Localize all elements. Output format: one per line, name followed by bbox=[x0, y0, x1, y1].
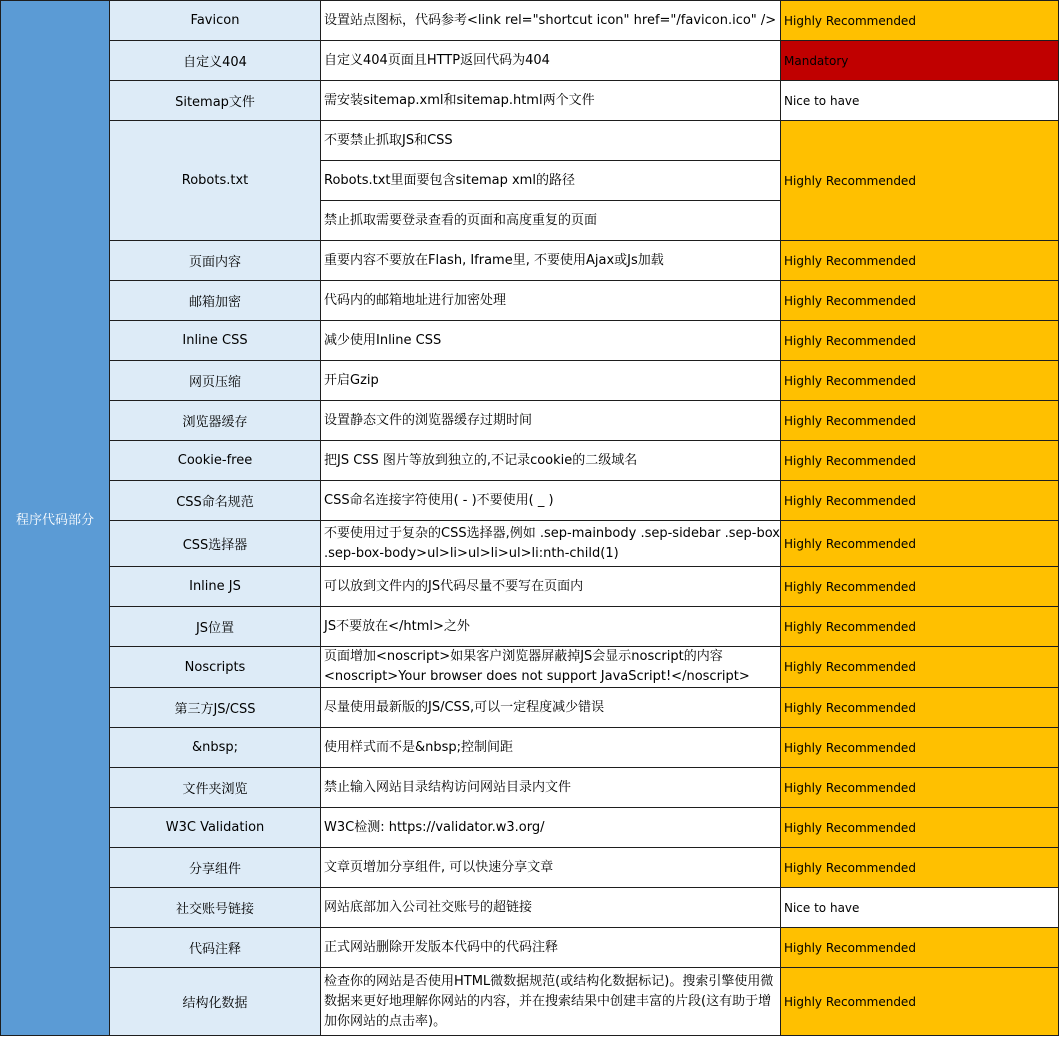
item-name: 页面内容 bbox=[110, 241, 321, 281]
item-desc: JS不要放在</html>之外 bbox=[321, 607, 781, 647]
priority-cell: Highly Recommended bbox=[781, 647, 1059, 688]
item-desc-line: Robots.txt里面要包含sitemap xml的路径 bbox=[321, 161, 781, 201]
item-desc: W3C检测: https://validator.w3.org/ bbox=[321, 808, 781, 848]
item-name: 网页压缩 bbox=[110, 361, 321, 401]
priority-cell: Highly Recommended bbox=[781, 928, 1059, 968]
item-desc: 需安装sitemap.xml和sitemap.html两个文件 bbox=[321, 81, 781, 121]
category-cell: 程序代码部分 bbox=[1, 1, 110, 1036]
priority-cell: Highly Recommended bbox=[781, 808, 1059, 848]
item-desc: 重要内容不要放在Flash, Iframe里, 不要使用Ajax或Js加载 bbox=[321, 241, 781, 281]
priority-cell: Highly Recommended bbox=[781, 361, 1059, 401]
table-row bbox=[1, 241, 1059, 281]
item-name: 文件夹浏览 bbox=[110, 768, 321, 808]
table-row bbox=[1, 281, 1059, 321]
table-row bbox=[1, 521, 1059, 567]
item-desc-line: 不要禁止抓取JS和CSS bbox=[321, 121, 781, 161]
item-desc: 自定义404页面且HTTP返回代码为404 bbox=[321, 41, 781, 81]
item-desc: 减少使用Inline CSS bbox=[321, 321, 781, 361]
table-row bbox=[1, 928, 1059, 968]
item-name: Inline CSS bbox=[110, 321, 321, 361]
item-name: Favicon bbox=[110, 1, 321, 41]
item-name: Inline JS bbox=[110, 567, 321, 607]
item-name: 分享组件 bbox=[110, 848, 321, 888]
priority-cell: Highly Recommended bbox=[781, 321, 1059, 361]
table-row bbox=[1, 808, 1059, 848]
item-desc: 尽量使用最新版的JS/CSS,可以一定程度减少错误 bbox=[321, 688, 781, 728]
priority-cell: Highly Recommended bbox=[781, 688, 1059, 728]
table-row bbox=[1, 321, 1059, 361]
priority-cell: Highly Recommended bbox=[781, 281, 1059, 321]
table-row bbox=[1, 81, 1059, 121]
priority-cell: Highly Recommended bbox=[781, 441, 1059, 481]
item-desc: 文章页增加分享组件, 可以快速分享文章 bbox=[321, 848, 781, 888]
item-name: Cookie-free bbox=[110, 441, 321, 481]
item-name: W3C Validation bbox=[110, 808, 321, 848]
table-row bbox=[1, 361, 1059, 401]
priority-cell: Highly Recommended bbox=[781, 481, 1059, 521]
table-row bbox=[1, 121, 1059, 161]
priority-cell: Highly Recommended bbox=[781, 567, 1059, 607]
item-desc: 禁止输入网站目录结构访问网站目录内文件 bbox=[321, 768, 781, 808]
table-row bbox=[1, 848, 1059, 888]
item-name: CSS选择器 bbox=[110, 521, 321, 567]
table-row bbox=[1, 481, 1059, 521]
item-desc-line: 禁止抓取需要登录查看的页面和高度重复的页面 bbox=[321, 201, 781, 241]
item-desc: 开启Gzip bbox=[321, 361, 781, 401]
priority-cell: Highly Recommended bbox=[781, 121, 1059, 241]
priority-cell: Highly Recommended bbox=[781, 848, 1059, 888]
priority-cell: Mandatory bbox=[781, 41, 1059, 81]
table-row bbox=[1, 401, 1059, 441]
table-row bbox=[1, 888, 1059, 928]
table-row bbox=[1, 728, 1059, 768]
item-desc: 正式网站删除开发版本代码中的代码注释 bbox=[321, 928, 781, 968]
item-desc: 使用样式而不是&nbsp;控制间距 bbox=[321, 728, 781, 768]
priority-cell: Highly Recommended bbox=[781, 968, 1059, 1036]
table-row bbox=[1, 607, 1059, 647]
item-desc: 可以放到文件内的JS代码尽量不要写在页面内 bbox=[321, 567, 781, 607]
item-desc: 检查你的网站是否使用HTML微数据规范(或结构化数据标记)。搜索引擎使用微数据来更好地理解你网站的内容，并在搜索结果中创建丰富的片段(这有助于增加你网站的点击率)。 bbox=[321, 968, 781, 1036]
item-desc: 设置静态文件的浏览器缓存过期时间 bbox=[321, 401, 781, 441]
item-name: Robots.txt bbox=[110, 121, 321, 241]
item-desc: 页面增加<noscript>如果客户浏览器屏蔽掉JS会显示noscript的内容 <noscript>Your browser does not support JavaScript!</noscript> bbox=[321, 647, 781, 688]
table-row bbox=[1, 567, 1059, 607]
item-name: 自定义404 bbox=[110, 41, 321, 81]
item-desc: 设置站点图标，代码参考<link rel="shortcut icon" href="/favicon.ico" /> bbox=[321, 1, 781, 41]
item-desc: 代码内的邮箱地址进行加密处理 bbox=[321, 281, 781, 321]
item-name: 浏览器缓存 bbox=[110, 401, 321, 441]
priority-cell: Nice to have bbox=[781, 81, 1059, 121]
checklist-body bbox=[1, 1, 1059, 1036]
item-name: CSS命名规范 bbox=[110, 481, 321, 521]
priority-cell: Highly Recommended bbox=[781, 768, 1059, 808]
table-row bbox=[1, 1, 1059, 41]
table-row bbox=[1, 688, 1059, 728]
item-desc: CSS命名连接字符使用( - )不要使用( _ ) bbox=[321, 481, 781, 521]
item-name: Sitemap文件 bbox=[110, 81, 321, 121]
table-row bbox=[1, 768, 1059, 808]
item-name: Noscripts bbox=[110, 647, 321, 688]
item-desc: 把JS CSS 图片等放到独立的,不记录cookie的二级域名 bbox=[321, 441, 781, 481]
item-name: 邮箱加密 bbox=[110, 281, 321, 321]
item-desc: 网站底部加入公司社交账号的超链接 bbox=[321, 888, 781, 928]
item-name: JS位置 bbox=[110, 607, 321, 647]
table-row bbox=[1, 647, 1059, 688]
item-name: 社交账号链接 bbox=[110, 888, 321, 928]
item-name: &nbsp; bbox=[110, 728, 321, 768]
item-name: 代码注释 bbox=[110, 928, 321, 968]
priority-cell: Nice to have bbox=[781, 888, 1059, 928]
priority-cell: Highly Recommended bbox=[781, 607, 1059, 647]
priority-cell: Highly Recommended bbox=[781, 728, 1059, 768]
priority-cell: Highly Recommended bbox=[781, 521, 1059, 567]
item-name: 结构化数据 bbox=[110, 968, 321, 1036]
priority-cell: Highly Recommended bbox=[781, 1, 1059, 41]
item-desc: 不要使用过于复杂的CSS选择器,例如 .sep-mainbody .sep-sidebar .sep-box .sep-box-body>ul>li>ul>li>ul>li:nth-child(1) bbox=[321, 521, 781, 567]
priority-cell: Highly Recommended bbox=[781, 241, 1059, 281]
table-row bbox=[1, 441, 1059, 481]
priority-cell: Highly Recommended bbox=[781, 401, 1059, 441]
item-name: 第三方JS/CSS bbox=[110, 688, 321, 728]
table-row bbox=[1, 41, 1059, 81]
table-row bbox=[1, 968, 1059, 1036]
